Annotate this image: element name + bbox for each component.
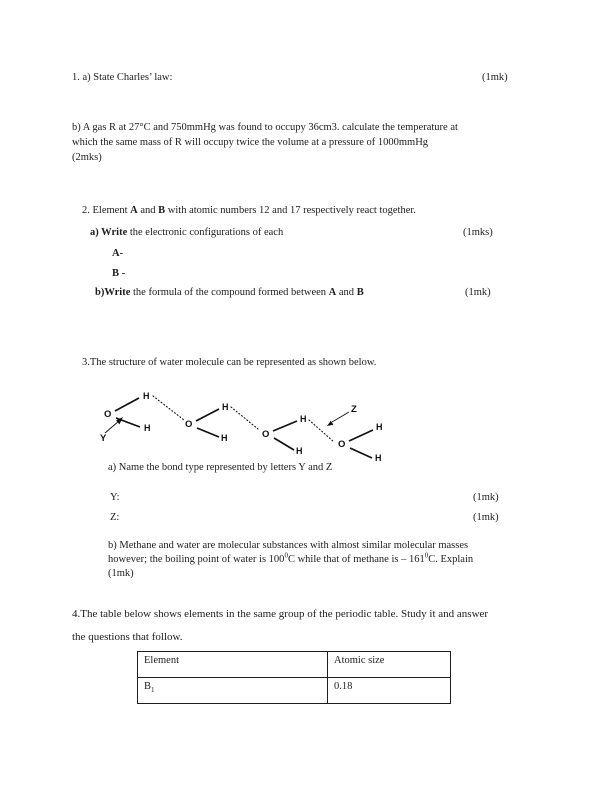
oxygen-label: O [338,439,346,450]
y-answer-mark: (1mk) [473,492,499,503]
question-4-intro-line1: 4.The table below shows elements in the same group of the periodic table. Study it and answer [72,608,489,620]
question-1b-mark: (2mks) [72,152,102,163]
covalent-bond [349,430,373,441]
question-2b-mark: (1mk) [465,287,491,298]
question-3a-text: a) Name the bond type represented by letters Y and Z [108,462,333,473]
question-1a-text: 1. a) State Charles’ law: [72,72,173,83]
question-2a-mark: (1mks) [463,227,493,238]
cell-atomic-size: 0.18 [328,678,451,704]
header-element: Element [138,652,328,678]
table-row [138,678,451,704]
q2-intro-post: with atomic numbers 12 and 17 respectively react together. [165,205,416,216]
hydrogen-bond [153,396,184,420]
question-2a-text [90,226,283,239]
q2b-and: and [336,287,357,298]
hydrogen-label: H [296,446,303,456]
hydrogen-label: H [300,414,307,424]
q2-element-b: B [158,205,166,216]
question-2-intro [82,204,416,217]
covalent-bond [196,409,219,421]
covalent-bond [350,448,372,458]
oxygen-label: O [262,429,270,440]
y-answer-label: Y: [110,492,120,503]
q3b-seg1: however; the boiling point of water is 100 [108,554,285,565]
hydrogen-label: H [221,433,228,443]
hydrogen-label: H [375,453,382,463]
covalent-bond [273,421,297,431]
question-3b-mark: (1mk) [108,568,134,579]
element-subscript: 1 [151,686,155,695]
answer-blank-a: A- [112,248,124,259]
question-1b-line2: which the same mass of R will occupy twice the volume at a pressure of 1000mmHg [72,137,429,148]
hydrogen-label: H [222,402,229,412]
q3b-seg2: C while that of methane is – 161 [287,554,425,565]
z-answer-mark: (1mk) [473,512,499,523]
q2a-bold: a) Write [90,227,128,238]
covalent-bond [197,428,219,437]
header-atomic-size: Atomic size [328,652,451,678]
question-2b-text [95,286,364,299]
hydrogen-bond [231,407,258,429]
q3b-sup2: 0 [424,551,429,560]
question-3-intro: 3.The structure of water molecule can be represented as shown below. [82,357,377,368]
q3b-seg3: C. Explain [428,554,474,565]
elements-table [137,651,451,704]
y-arrow [105,421,119,433]
q2b-mid: the formula of the compound formed between [130,287,329,298]
label-z: Z [351,404,357,415]
answer-blank-b: B - [112,268,126,279]
z-arrow [332,412,349,422]
q2a-rest: the electronic configurations of each [127,227,284,238]
q2-intro-pre: 2. Element [82,205,131,216]
q2b-bold: b)Write [95,287,131,298]
cell-element-b1 [138,678,328,704]
oxygen-label: O [185,419,193,430]
q3b-sup1: 0 [284,551,288,560]
covalent-bond [115,398,139,411]
q2b-element-a: A [328,287,337,298]
hydrogen-label: H [143,391,150,401]
q2-intro-mid: and [137,205,159,216]
oxygen-label: O [104,409,112,420]
hydrogen-label: H [144,423,151,433]
label-y: Y [100,433,107,444]
q2b-element-b: B [356,287,364,298]
element-symbol: B [144,681,152,692]
q2-element-a: A [130,205,138,216]
question-1a-mark: (1mk) [482,72,508,83]
question-1b-line1: b) A gas R at 27°C and 750mmHg was found to occupy 36cm3. calculate the temperature at [72,122,458,133]
covalent-bond [274,438,294,450]
hydrogen-label: H [376,422,383,432]
question-3b-line2 [108,553,473,566]
z-answer-label: Z: [110,512,120,523]
water-molecule-diagram [95,383,395,468]
table-header-row [138,652,451,678]
question-3b-line1: b) Methane and water are molecular substances with almost similar molecular masses [108,540,469,551]
question-4-intro-line2: the questions that follow. [72,631,183,643]
